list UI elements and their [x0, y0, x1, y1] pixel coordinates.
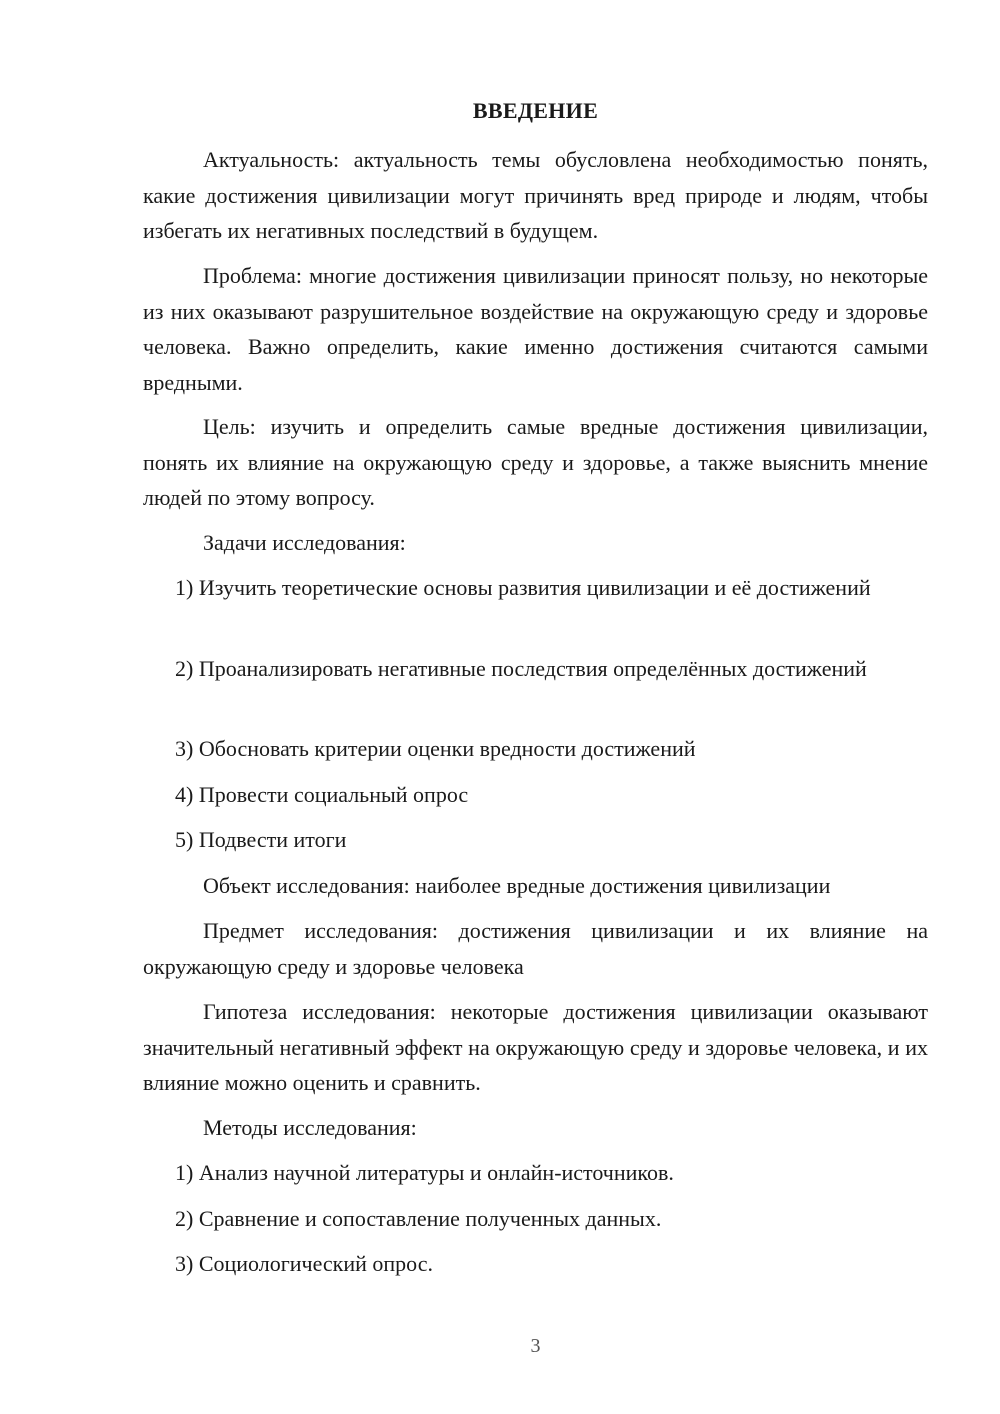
document-page: [143, 0, 928, 1414]
task-item-2: 2) Проанализировать негативные последствия определённых достижений: [175, 656, 867, 681]
page-number: 3: [530, 1335, 541, 1357]
paragraph-object: Объект исследования: наиболее вредные достижения цивилизации: [203, 873, 831, 898]
paragraph-goal: Цель: изучить и определить самые вредные достижения цивилизации, понять их влияние на окружающую среду и здоровье, а также выяснить мнение людей по этому вопросу.: [143, 414, 928, 510]
method-item-1: 1) Анализ научной литературы и онлайн-источников.: [175, 1160, 674, 1185]
task-item-5: 5) Подвести итоги: [175, 827, 347, 852]
paragraph-hypothesis: Гипотеза исследования: некоторые достижения цивилизации оказывают значительный негативный эффект на окружающую среду и здоровье человека, и их влияние можно оценить и сравнить.: [143, 999, 928, 1095]
method-item-2: 2) Сравнение и сопоставление полученных данных.: [175, 1206, 662, 1231]
task-item-4: 4) Провести социальный опрос: [175, 782, 469, 807]
paragraph-subject: Предмет исследования: достижения цивилизации и их влияние на окружающую среду и здоровье человека: [143, 918, 928, 979]
tasks-heading: Задачи исследования:: [203, 530, 406, 555]
paragraph-relevance: Актуальность: актуальность темы обусловлена необходимостью понять, какие достижения цивилизации могут причинять вред природе и людям, чтобы избегать их негативных последствий в будущем.: [143, 147, 928, 243]
method-item-3: 3) Социологический опрос.: [175, 1251, 433, 1276]
task-item-3: 3) Обосновать критерии оценки вредности достижений: [175, 736, 696, 761]
paragraph-problem: Проблема: многие достижения цивилизации приносят пользу, но некоторые из них оказывают разрушительное воздействие на окружающую среду и здоровье человека. Важно определить, какие именно достижения считаются самыми вредными.: [143, 263, 928, 395]
methods-heading: Методы исследования:: [203, 1115, 417, 1140]
page-title: ВВЕДЕНИЕ: [472, 98, 599, 123]
task-item-1: 1) Изучить теоретические основы развития цивилизации и её достижений: [175, 575, 871, 600]
